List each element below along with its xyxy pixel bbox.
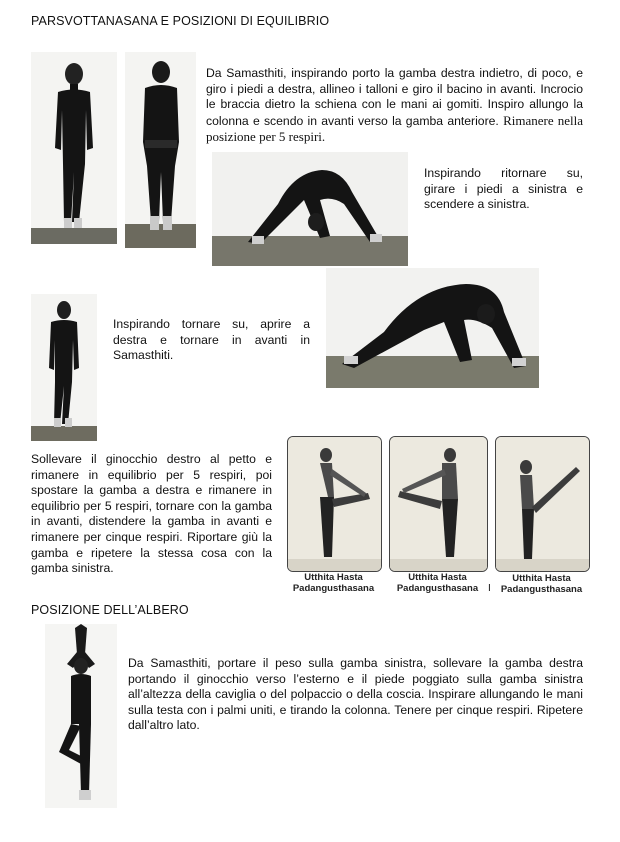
pose-caption-1 [287, 572, 380, 594]
section-title-tree-pose: POSIZIONE DELL’ALBERO [31, 603, 189, 617]
pose-panel-3 [495, 436, 590, 572]
pose-panel-1 [287, 436, 382, 572]
pose-caption-2-line2: Padangusthasana [396, 583, 479, 594]
tree-pose-instructions: Da Samasthiti, portare il peso sulla gamba sinistra, sollevare la gamba destra portando il ginocchio verso l’esterno e il piede poggiato sulla gamba sinistra all’altezza della caviglia o del polpaccio o della coscia. Inspirare allungando le mani sulla testa con i palmi uniti, e tirando la colonna. Tenere per cinque respiri. Ripetere dall’altro lato. [128, 656, 583, 733]
balance-pose-front-icon [288, 437, 381, 571]
standing-back-figure-icon [125, 52, 196, 248]
balance-pose-raised-leg-icon [496, 437, 589, 571]
pose-caption-1-line1: Utthita Hasta [304, 572, 363, 583]
photo-forward-bend-left [326, 268, 539, 388]
instruction-paragraph-4: Sollevare il ginocchio destro al petto e rimanere in equilibrio per 5 respiri, poi spostare la gamba a destra e rimanere in equilibrio per 5 respiri, tornare con la gamba in avanti, distendere la gamba in avanti e rimanere per cinque respiri. Riportare giù la gamba e ripetere la stessa cosa con la gamba sinistra. [31, 452, 272, 576]
photo-standing-front [31, 52, 117, 244]
pose-caption-2 [389, 572, 486, 594]
pose-panel-2 [389, 436, 488, 572]
instruction-text-1-tail: Rimanere nella posizione per 5 respiri. [206, 112, 583, 145]
photo-standing-back [125, 52, 196, 248]
instruction-paragraph-3: Inspirando tornare su, aprire a destra e tornare in avanti in Samasthiti. [113, 317, 310, 363]
instruction-text-1: Da Samasthiti, inspirando porto la gamba destra indietro, di poco, e giro i piedi a destra, allineo i talloni e giro il bacino in avanti. Incrocio le braccia dietro la schiena con le mani ai gomiti. Inspiro allungo la colonna e scendo in avanti verso la gamba anteriore. [206, 66, 583, 128]
photo-forward-bend-right [212, 152, 408, 266]
pose-caption-3-line2: Padangusthasana [500, 584, 583, 595]
photo-tree-pose [45, 624, 117, 808]
standing-figure-icon [31, 52, 117, 244]
balance-pose-side-icon [390, 437, 487, 571]
forward-bend-left-figure-icon [326, 268, 539, 388]
section-title-parsvottanasana: PARSVOTTANASANA E POSIZIONI DI EQUILIBRIO [31, 14, 330, 28]
pose-caption-1-line2: Padangusthasana [292, 583, 375, 594]
pose-caption-2-line1: Utthita Hasta [408, 572, 467, 583]
photo-standing-small [31, 294, 97, 441]
pose-caption-3-line1: Utthita Hasta [512, 573, 571, 584]
tree-pose-figure-icon [45, 624, 117, 808]
pose-caption-3 [495, 573, 588, 595]
forward-bend-figure-icon [212, 152, 408, 266]
standing-small-figure-icon [31, 294, 97, 441]
caption-separator: I [488, 583, 491, 594]
instruction-paragraph-1 [206, 66, 583, 146]
instruction-paragraph-2: Inspirando ritornare su, girare i piedi a sinistra e scendere a sinistra. [424, 166, 583, 212]
